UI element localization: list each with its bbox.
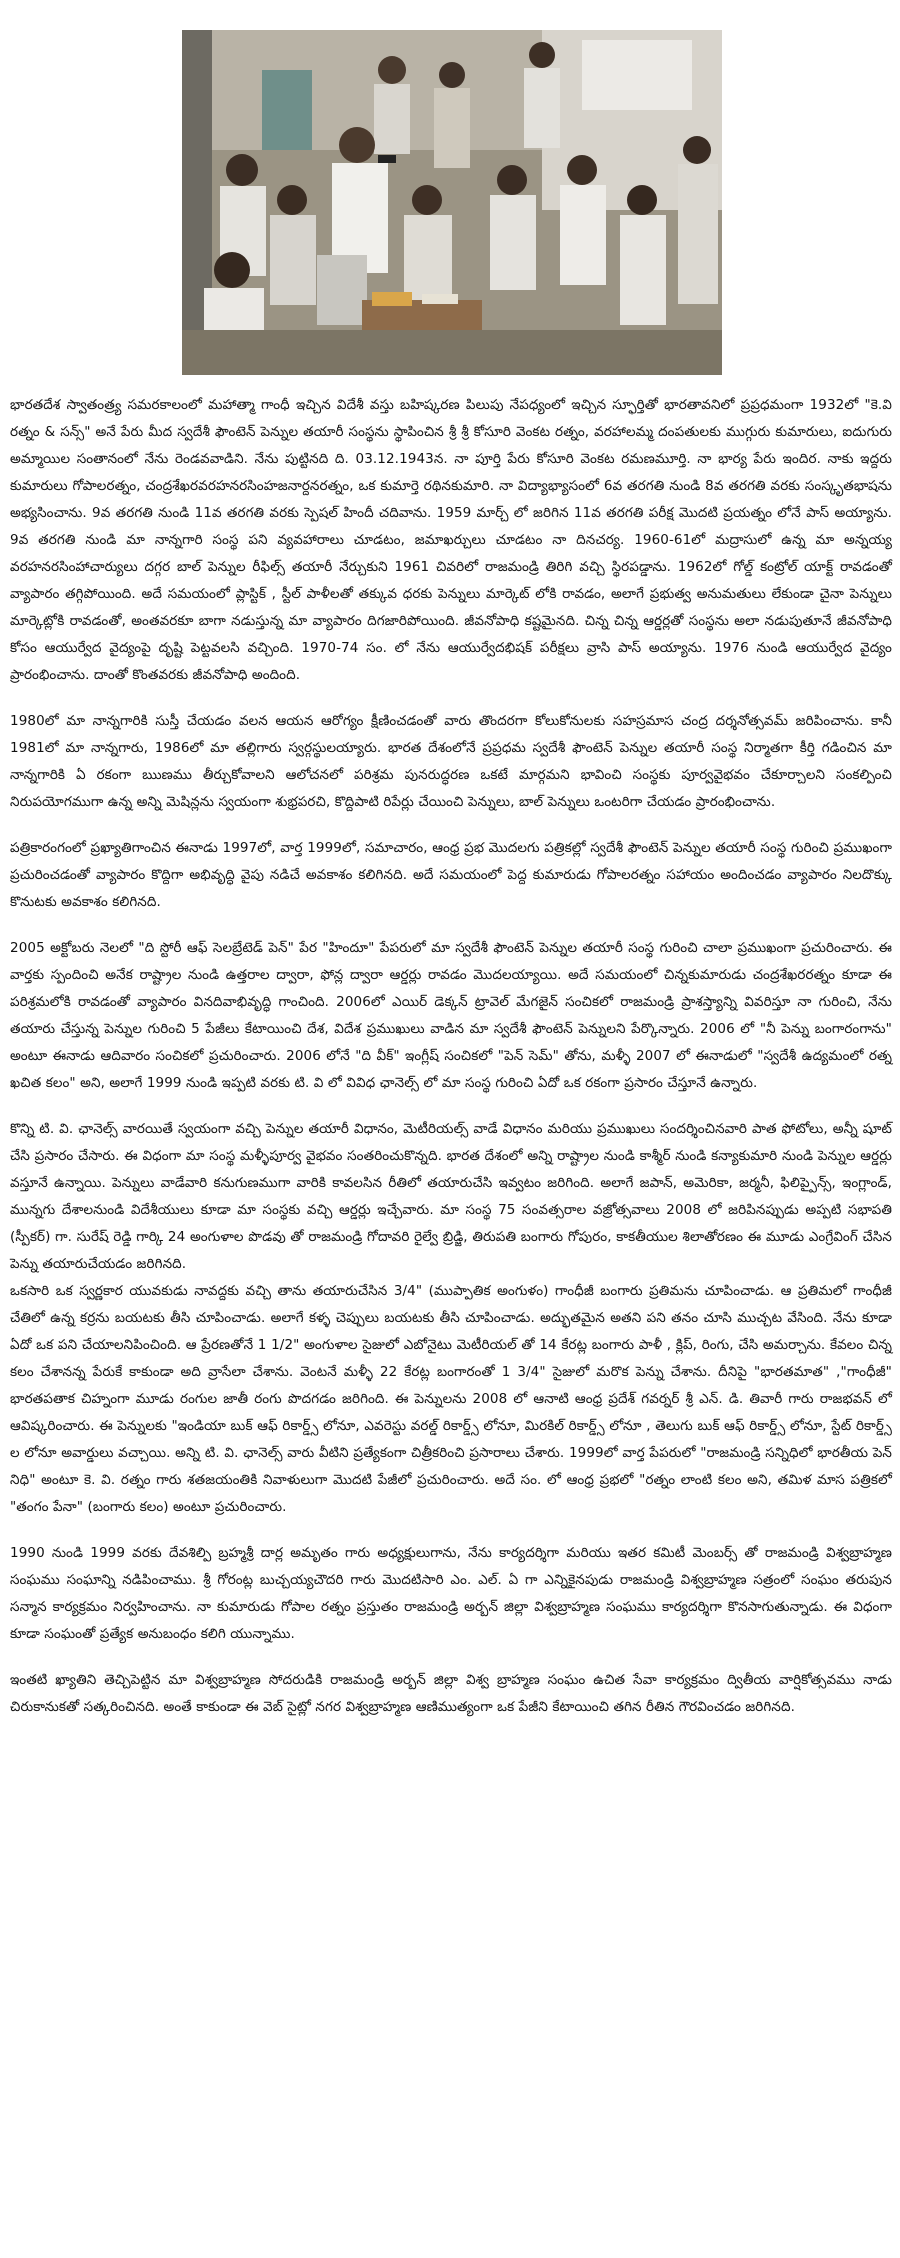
paragraph: కొన్ని టి. వి. ఛానెల్స్ వారయితే స్వయంగా వచ్చి పెన్నుల తయారీ విధానం, మెటీరియల్స్ వాడే విధానం మరియు ప్రముఖులు సందర్శించినవారి పాత ఫోటోలు, అన్నీ షూట్ చేసి ప్రసారం చేసారు. ఈ విధంగా మా సంస్థ మళ్ళీపూర్వ వైభవం సంతరించుకొన్నది. భారత దేశంలో అన్ని రాష్ట్రాల నుండి కాశ్మీర్ నుండి కన్యాకుమారి నుండి పెన్నుల ఆర్డర్లు వస్తూనే ఉన్నాయి. పెన్నులు వాడేవారి కనుగుణముగా వారికి కావలసిన రీతిలో తయారుచేసి ఇవ్వటం జరిగింది. అలాగే జపాన్, అమెరికా, జర్మనీ, ఫిలిప్పైన్స్, ఇంగ్లాండ్, మున్నగు దేశాలనుండి విదేశీయులు కూడా మా సంస్థకు వచ్చి ఆర్డర్లు ఇచ్చేవారు. మా సంస్థ 75 సంవత్సరాల వజ్రోత్సవాలు 2008 లో జరిపినప్పుడు అప్పటి సభాపతి (స్పీకర్) గా. సురేష్ రెడ్డి గార్కి 24 అంగుళాల పొడవు తో రాజమండ్రి గోదావరి రైల్వే బ్రిడ్జి, తిరుపతి బంగారు గోపురం, కాకతీయుల శిలాతోరణం ఈ మూడు ఎంగ్రేవింగ్ చేసిన పెన్ను తయారుచేయడం జరిగినది. xyxy=(10,1121,892,1272)
paragraph: 1980లో మా నాన్నగారికి సుస్తీ చేయడం వలన ఆయన ఆరోగ్యం క్షీణించడంతో వారు తొందరగా కోలుకోనులకు సహస్రమాస చంద్ర దర్శనోత్సవమ్ జరిపించాను. కానీ 1981లో మా నాన్నగారు, 1986లో మా తల్లిగారు స్వర్గస్థులయ్యారు. భారత దేశంలోనే ప్రప్రధమ స్వదేశీ ఫౌంటెన్ పెన్నుల తయారీ సంస్థ నిర్మాతగా కీర్తి గడించిన మా నాన్నగారికి ఏ రకంగా ఋణము తీర్చుకోవాలని ఆలోచనలో పరిశ్రమ పునరుద్ధరణ ఒకటే మార్గమని భావించి సంస్థకు పూర్వవైభవం చేకూర్చాలని సంకల్పించి నిరుపయోగముగా ఉన్న అన్ని మెషిన్లను స్వయంగా శుభ్రపరచి, కొద్దిపాటి రిపేర్లు చేయించి పెన్నులు, బాల్ పెన్నులు ఒంటరిగా చేయడం ప్రారంభించాను. xyxy=(10,713,892,810)
paragraph: 2005 అక్టోబరు నెలలో "ది స్టోరీ ఆఫ్ సెలబ్రేటెడ్ పెన్" పేర "హిందూ" పేపరులో మా స్వదేశీ ఫౌంటెన్ పెన్నుల తయారీ సంస్థ గురించి చాలా ప్రముఖంగా ప్రచురించారు. ఈ వార్తకు స్పందించి అనేక రాష్ట్రాల నుండి ఉత్తరాల ద్వారా, ఫోన్ల ద్వారా ఆర్డర్లు రావడం మొదలయ్యాయి. అదే సమయంలో చిన్నకుమారుడు చంద్రశేఖరరత్నం కూడా ఈ పరిశ్రమలోకి రావడంతో వ్యాపారం వినదివాభివృద్ధి గాంచింది. 2006లో ఎయిర్ డెక్కన్ ట్రావెల్ మేగజైన్ సంచికలో రాజమండ్రి ప్రాశస్త్యాన్ని వివరిస్తూ నా గురించి, నేను తయారు చేస్తున్న పెన్నుల గురించి 5 పేజీలు కేటాయించి దేశ, విదేశ ప్రముఖులు వాడిన మా స్వదేశీ ఫౌంటెన్ పెన్నులని పేర్కొన్నారు. 2006 లో "నీ పెన్ను బంగారంగాను" అంటూ ఈనాడు ఆదివారం సంచికలో ప్రచురించారు. 2006 లోనే "ది వీక్" ఇంగ్లీష్ సంచికలో "పెన్ సెమ్" తోను, మళ్ళీ 2007 లో ఈనాడులో "స్వదేశీ ఉద్యమంలో రత్న ఖచిత కలం" అని, అలాగే 1999 నుండి ఇప్పటి వరకు టి. వి లో వివిధ ఛానెల్స్ లో మా సంస్థ గురించి ఏదో ఒక రకంగా ప్రసారం చేస్తూనే ఉన్నారు. xyxy=(10,940,892,1091)
paragraph: 1990 నుండి 1999 వరకు దేవశిల్పి బ్రహ్మశ్రీ దార్ల అమృతం గారు అధ్యక్షులుగాను, నేను కార్యదర్శిగా మరియు ఇతర కమిటీ మెంబర్స్ తో రాజమండ్రి విశ్వబ్రాహ్మణ సంఘము సంఘాన్ని నడిపించాము. శ్రీ గోరంట్ల బుచ్చయ్యచౌదరి గారు మొదటిసారి ఎం. ఎల్. ఏ గా ఎన్నికైనపుడు రాజమండ్రి విశ్వబ్రాహ్మణ సత్రంలో సంఘం తరుపున సన్మాన కార్యక్రమం నిర్వహించాను. నా కుమారుడు గోపాల రత్నం ప్రస్తుతం రాజమండ్రి అర్బన్ జిల్లా విశ్వబ్రాహ్మణ సంఘము కార్యదర్శిగా కొనసాగుతున్నాడు. ఈ విధంగా కూడా సంఘంతో ప్రత్యేక అనుబంధం కలిగి యున్నాము. xyxy=(10,1545,892,1642)
paragraph: ఇంతటి ఖ్యాతిని తెచ్చిపెట్టిన మా విశ్వబ్రాహ్మణ సోదరుడికి రాజమండ్రి అర్బన్ జిల్లా విశ్వ బ్రాహ్మణ సంఘం ఉచిత సేవా కార్యక్రమం ద్వితీయ వార్షికోత్సవము నాడు చిరుకానుకతో సత్కరించినది. అంతే కాకుండా ఈ వెబ్ సైట్లో నగర విశ్వబ్రాహ్మణ ఆణిముత్యంగా ఒక పేజీని కేటాయించి తగిన రీతిన గౌరవించడం జరిగినది. xyxy=(10,1672,892,1715)
paragraph: పత్రికారంగంలో ప్రఖ్యాతిగాంచిన ఈనాడు 1997లో, వార్త 1999లో, సమాచారం, ఆంధ్ర ప్రభ మొదలగు పత్రికల్లో స్వదేశీ ఫౌంటెన్ పెన్నుల తయారీ సంస్థ గురించి ప్రముఖంగా ప్రచురించడంతో వ్యాపారం కొద్దిగా అభివృద్ధి వైపు నడిచే అవకాశం కలిగినది. అదే సమయంలో పెద్ద కుమారుడు గోపాలరత్నం సహాయం అందించడం వ్యాపారం నిలదొక్కు కొనుటకు అవకాశం కలిగినది. xyxy=(10,840,892,910)
paragraph: భారతదేశ స్వాతంత్ర్య సమరకాలంలో మహాత్మా గాంధీ ఇచ్చిన విదేశీ వస్తు బహిష్కరణ పిలుపు నేపధ్యంలో ఇచ్చిన స్ఫూర్తితో భారతావనిలో ప్రప్రధమంగా 1932లో "కె.వి రత్నం & సన్స్" అనే పేరు మీద స్వదేశీ ఫౌంటెన్ పెన్నుల తయారీ సంస్థను స్థాపించిన శ్రీ శ్రీ కోసూరి వెంకట రత్నం, వరహాలమ్మ దంపతులకు ముగ్గురు కుమారులు, ఐదుగురు అమ్మాయిల సంతానంలో నేను రెండవవాడిని. నేను పుట్టినది ది. 03.12.1943న. నా పూర్తి పేరు కోసూరి వెంకట రమణమూర్తి. నా భార్య పేరు ఇందిర. నాకు ఇద్దరు కుమారులు గోపాలరత్నం, చంద్రశేఖరవరహనరసింహజనార్దనరత్నం, ఒక కుమార్తె రథినకుమారి. నా విద్యాభ్యాసంలో 6వ తరగతి నుండి 8వ తరగతి వరకు సంస్కృతభాషను అభ్యసించాను. 9వ తరగతి నుండి 11వ తరగతి వరకు స్పెషల్ హిందీ చదివాను. 1959 మార్చ్ లో జరిగిన 11వ తరగతి పరీక్ష మొదటి ప్రయత్నం లోనే పాస్ అయ్యాను. 9వ తరగతి నుండి మా నాన్నగారి సంస్థ పని వ్యవహారాలు చూడటం, జమాఖర్చులు చూడటం నా దినచర్య. 1960-61లో మద్రాసులో ఉన్న మా అన్నయ్య వరహనరసింహాచార్యులు దగ్గర బాల్ పెన్నుల రీఫిల్స్ తయారీ నేర్చుకుని 1961 చివరిలో రాజమండ్రి తిరిగి వచ్చి స్థిరపడ్డాను. 1962లో గోల్డ్ కంట్రోల్ యాక్ట్ రావడంతో వ్యాపారం తగ్గిపోయింది. అదే సమయంలో ప్లాస్టిక్ , స్టీల్ పాళీలతో తక్కువ ధరకు పెన్నులు మార్కెట్ లోకి రావడం, అలాగే ప్రభుత్వ అనుమతులు లేకుండా చైనా పెన్నులు మార్కెట్లోకి రావడంతో, అంతవరకూ బాగా నడుస్తున్న మా వ్యాపారం దిగజారిపోయింది. జీవనోపాధి కష్టమైనది. చిన్న చిన్న ఆర్డర్లతో సంస్థను అలా నడుపుతూనే జీవనోపాధి కోసం ఆయుర్వేద వైద్యంపై దృష్టి పెట్టవలసి వచ్చింది. 1970-74 సం. లో నేను ఆయుర్వేదభిషక్ పరీక్షలు వ్రాసి పాస్ అయ్యాను. 1976 నుండి ఆయుర్వేద వైద్యం ప్రారంభించాను. దాంతో కొంతవరకు జీవనోపాధి అందింది. xyxy=(10,397,892,683)
article-body xyxy=(10,392,892,1721)
event-photo xyxy=(182,30,722,375)
paragraph: ఒకసారి ఒక స్వర్ణకార యువకుడు నావద్దకు వచ్చి తాను తయారుచేసిన 3/4" (ముప్పాతిక అంగుళం) గాంధీజీ బంగారు ప్రతిమను చూపించాడు. ఆ ప్రతిమలో గాంధీజీ చేతిలో ఉన్న కర్రను బయటకు తీసి చూపించాడు. అలాగే కళ్ళ చెప్పులు బయటకు తీసి చూపించాడు. అద్భుతమైన అతని పని తనం చూసి ముచ్చట వేసింది. నేను కూడా ఏదో ఒక పని చేయాలనిపించింది. ఆ ప్రేరణతోనే 1 1/2" అంగుళాల సైజులో ఎబోనైటు మెటీరియల్ తో 14 కేరట్ల బంగారు పాళీ , క్లిప్, రింగు, చేసి అమర్చాను. కేవలం చిన్న కలం చేశానన్న పేరుకే కాకుండా అది వ్రాసేలా చేశాను. వెంటనే మళ్ళీ 22 కేరట్ల బంగారంతో 1 3/4" సైజులో మరొక పెన్ను చేశాను. దీనిపై "భారతమాత" ,"గాంధీజీ" భారతపతాక చిహ్నంగా మూడు రంగుల జాతీ రంగు పొదగడం జరిగింది. ఈ పెన్నులను 2008 లో ఆనాటి ఆంధ్ర ప్రదేశ్ గవర్నర్ శ్రీ ఎన్. డి. తివారీ గారు రాజభవన్ లో ఆవిష్కరించారు. ఈ పెన్నులకు "ఇండియా బుక్ ఆఫ్ రికార్డ్స్ లోనూ, ఎవరెస్టు వరల్డ్ రికార్డ్స్ లోనూ, మిరకిల్ రికార్డ్స్ లోనూ , తెలుగు బుక్ ఆఫ్ రికార్డ్స్ లోనూ, స్టేట్ రికార్డ్స్ ల లోనూ అవార్డులు వచ్చాయి. అన్ని టి. వి. ఛానెల్స్ వారు వీటిని ప్రత్యేకంగా చిత్రీకరించి ప్రసారాలు చేశారు. 1999లో వార్త పేపరులో "రాజమండ్రి సన్నిధిలో భారతీయ పెన్ నిధి" అంటూ కె. వి. రత్నం గారు శతజయంతికి నివాళులుగా మొదటి పేజీలో ప్రచురించారు. అదే సం. లో ఆంధ్ర ప్రభలో "రత్నం లాంటి కలం అని, తమిళ మాస పత్రికలో "తంగం పేనా" (బంగారు కలం) అంటూ ప్రచురించారు. xyxy=(10,1283,892,1515)
event-photo-illustration xyxy=(182,30,722,375)
